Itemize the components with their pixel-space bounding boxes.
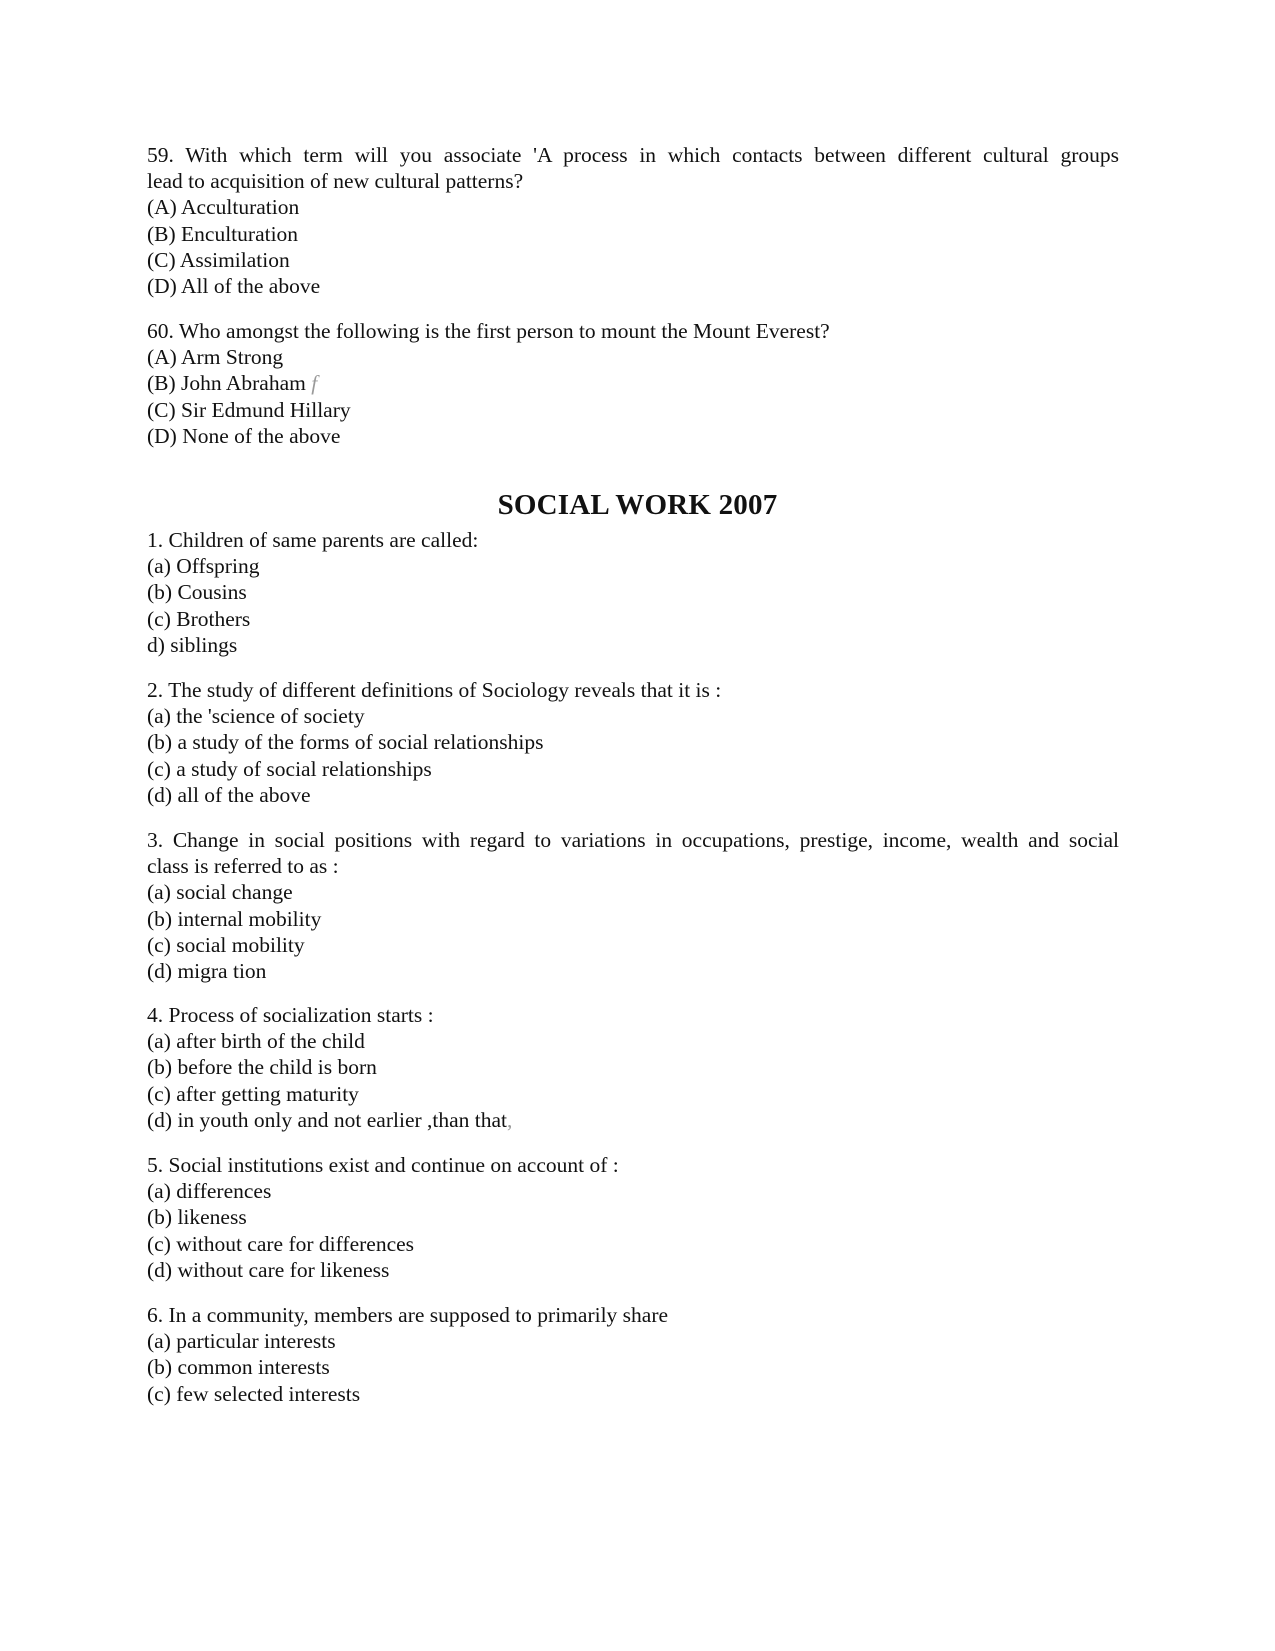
question-3-option-a: (a) social change [147, 880, 293, 905]
question-5-option-a: (a) differences [147, 1179, 272, 1204]
question-59-option-a: (A) Acculturation [147, 195, 300, 220]
question-60-option-a: (A) Arm Strong [147, 345, 284, 370]
question-59-option-c: (C) Assimilation [147, 247, 290, 272]
question-59 [147, 142, 1119, 299]
question-5-option-c: (c) without care for differences [147, 1231, 415, 1256]
question-60-stem: 60. Who amongst the following is the first person to mount the Mount Everest? [147, 319, 830, 343]
question-5-option-b: (b) likeness [147, 1205, 247, 1230]
stray-mark: , [507, 1107, 513, 1132]
question-3-stem-line-1: 3. Change in social positions with regard to variations in occupations, prestige, income, wealth and social [147, 828, 1119, 852]
question-1-option-d: d) siblings [147, 632, 238, 657]
question-59-option-b: (B) Enculturation [147, 221, 299, 246]
question-59-option-d: (D) All of the above [147, 274, 321, 299]
question-3-option-c: (c) social mobility [147, 932, 305, 957]
question-3-option-d: (d) migra tion [147, 959, 267, 984]
question-60-option-d: (D) None of the above [147, 423, 341, 448]
question-4-stem: 4. Process of socialization starts : [147, 1003, 434, 1027]
question-1-option-c: (c) Brothers [147, 606, 251, 631]
question-2-option-d: (d) all of the above [147, 782, 311, 807]
question-6-option-c: (c) few selected interests [147, 1381, 361, 1406]
stray-mark: f [311, 371, 318, 396]
question-1 [147, 527, 1119, 658]
question-5 [147, 1152, 1119, 1283]
question-2-option-c: (c) a study of social relationships [147, 756, 432, 781]
question-59-stem-line-1: 59. With which term will you associate 'A process in which contacts between different cultural groups [147, 143, 1119, 167]
question-1-option-b: (b) Cousins [147, 580, 247, 605]
question-4-option-d: (d) in youth only and not earlier ,than that [147, 1107, 508, 1132]
question-5-option-d: (d) without care for likeness [147, 1257, 390, 1282]
question-4-option-c: (c) after getting maturity [147, 1081, 359, 1106]
question-3 [147, 827, 1119, 984]
question-6-option-a: (a) particular interests [147, 1329, 336, 1354]
section-title: SOCIAL WORK 2007 [497, 489, 778, 521]
question-6-option-b: (b) common interests [147, 1355, 330, 1380]
question-1-option-a: (a) Offspring [147, 554, 260, 579]
question-60 [147, 318, 1119, 449]
question-1-stem: 1. Children of same parents are called: [147, 528, 479, 552]
question-2-option-a: (a) the 'science of society [147, 704, 365, 729]
question-4-option-d-row [147, 1107, 1119, 1133]
question-4 [147, 1002, 1119, 1133]
question-4-option-a: (a) after birth of the child [147, 1029, 365, 1054]
question-3-option-b: (b) internal mobility [147, 906, 322, 931]
question-4-option-b: (b) before the child is born [147, 1055, 377, 1080]
question-5-stem: 5. Social institutions exist and continue on account of : [147, 1153, 619, 1177]
question-6-stem: 6. In a community, members are supposed to primarily share [147, 1303, 669, 1327]
question-6 [147, 1302, 1119, 1407]
question-2-option-b: (b) a study of the forms of social relationships [147, 730, 544, 755]
question-3-stem-line-2: class is referred to as : [147, 854, 339, 879]
question-60-option-b-row [147, 370, 1119, 396]
question-60-option-b: (B) John Abraham [147, 371, 306, 396]
question-60-option-c: (C) Sir Edmund Hillary [147, 397, 351, 422]
question-2 [147, 677, 1119, 808]
question-59-stem-line-2: lead to acquisition of new cultural patterns? [147, 169, 524, 194]
question-2-stem: 2. The study of different definitions of Sociology reveals that it is : [147, 678, 722, 702]
